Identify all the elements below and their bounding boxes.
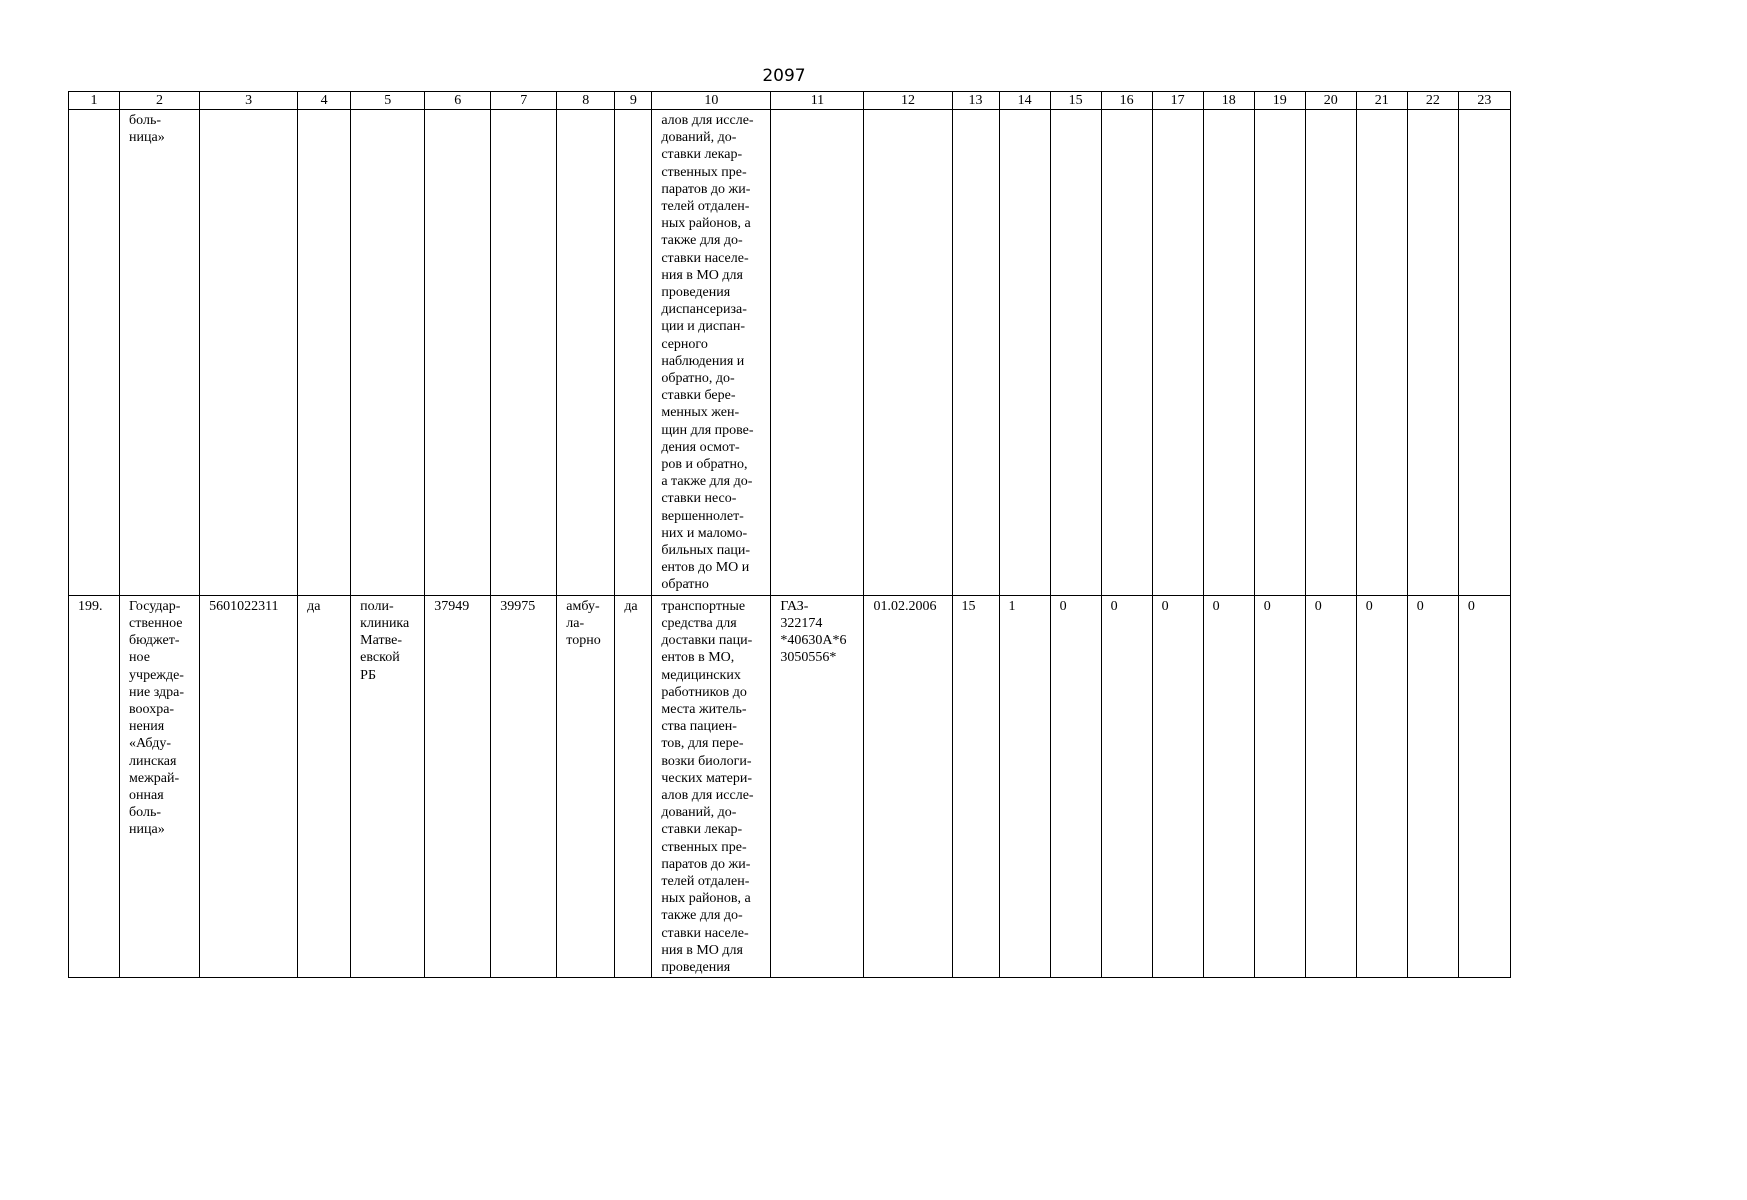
column-header: 11: [771, 92, 864, 110]
column-header: 5: [351, 92, 425, 110]
cell-col14: 1: [999, 595, 1050, 977]
cell-text-line: ров и обратно,: [661, 457, 748, 473]
cell-col17: [1152, 110, 1203, 596]
column-header: 16: [1101, 92, 1152, 110]
cell-text-line: межрай-: [129, 770, 180, 786]
cell-text-line: боль-: [129, 113, 162, 128]
cell-col23: 0: [1458, 595, 1510, 977]
cell-text-line: наблюдения и: [661, 353, 745, 369]
cell-col18: [1203, 110, 1254, 596]
cell-col15: [1050, 110, 1101, 596]
cell-col21: [1356, 110, 1407, 596]
cell-text-line: доставки паци-: [661, 633, 753, 649]
cell-col16: [1101, 110, 1152, 596]
register-table: [68, 91, 1511, 978]
cell-text-line: вершеннолет-: [661, 508, 744, 524]
column-header: 2: [120, 92, 200, 110]
cell-col14: [999, 110, 1050, 596]
cell-text-line: воохра-: [129, 701, 175, 717]
cell-text-line: нения: [129, 719, 165, 735]
column-header: 17: [1152, 92, 1203, 110]
cell-text-line: 3050556*: [780, 650, 837, 666]
cell-col13: 15: [952, 595, 999, 977]
cell-number: [69, 110, 120, 596]
cell-text-line: торно: [566, 633, 601, 649]
cell-col4: да: [298, 595, 351, 977]
cell-text-line: обратно: [661, 577, 709, 593]
page-number: 2097: [762, 66, 806, 86]
cell-text-line: транспортные: [661, 598, 746, 614]
cell-col13: [952, 110, 999, 596]
table-row: [69, 110, 1511, 596]
cell-text-line: амбу-: [566, 598, 600, 614]
cell-text-line: паратов до жи-: [661, 856, 751, 872]
cell-text-line: щин для прове-: [661, 422, 754, 438]
cell-text-line: ставки несо-: [661, 491, 737, 507]
cell-text-line: ния в МО для: [661, 942, 743, 958]
cell-text-line: ла-: [566, 615, 585, 631]
cell-text-line: дения осмот-: [661, 439, 740, 455]
cell-text-line: Государ-: [129, 598, 181, 614]
cell-text-line: ния в МО для: [661, 267, 743, 283]
cell-text-line: ческих матери-: [661, 770, 753, 786]
cell-text-line: ственное: [129, 615, 183, 631]
cell-subdivision: [351, 110, 425, 596]
column-header: 4: [298, 92, 351, 110]
cell-text-line: ставки лекар-: [661, 147, 743, 163]
cell-text-line: ства пациен-: [661, 719, 737, 735]
cell-text-line: бюджет-: [129, 633, 180, 649]
cell-text-line: проведения: [661, 959, 731, 975]
cell-purpose: [652, 595, 771, 977]
cell-subdivision: [351, 595, 425, 977]
cell-text-line: алов для иссле-: [661, 787, 754, 803]
cell-care-type: [557, 110, 615, 596]
cell-text-line: медицинских: [661, 667, 741, 683]
column-header: 7: [491, 92, 557, 110]
cell-text-line: алов для иссле-: [661, 113, 754, 128]
cell-col7: 39975: [491, 595, 557, 977]
cell-text-line: поли-: [360, 598, 394, 614]
column-header: 23: [1458, 92, 1510, 110]
cell-col7: [491, 110, 557, 596]
cell-text-line: Матве-: [360, 633, 402, 649]
cell-col17: 0: [1152, 595, 1203, 977]
cell-text-line: серного: [661, 336, 708, 352]
cell-text-line: ных районов, а: [661, 216, 751, 232]
column-header: 8: [557, 92, 615, 110]
cell-text-line: менных жен-: [661, 405, 740, 421]
cell-text-line: ное: [129, 650, 150, 666]
cell-text-line: проведения: [661, 285, 731, 301]
cell-text-line: клиника: [360, 615, 410, 631]
column-header: 13: [952, 92, 999, 110]
cell-text-line: *40630А*6: [780, 633, 847, 649]
cell-col6: [425, 110, 491, 596]
cell-text-line: обратно, до-: [661, 371, 735, 387]
cell-text-line: работников до: [661, 684, 747, 700]
cell-text-line: ентов до МО и: [661, 560, 750, 576]
cell-col4: [298, 110, 351, 596]
cell-text-line: них и маломо-: [661, 525, 748, 541]
column-header: 19: [1254, 92, 1305, 110]
cell-text-line: ственных пре-: [661, 839, 747, 855]
cell-text-line: дований, до-: [661, 130, 737, 146]
cell-text-line: ных районов, а: [661, 891, 751, 907]
cell-inn: 5601022311: [200, 595, 298, 977]
cell-text-line: боль-: [129, 805, 162, 821]
cell-col9: [615, 110, 652, 596]
column-number-row: [69, 92, 1511, 110]
column-header: 20: [1305, 92, 1356, 110]
cell-text-line: «Абду-: [129, 736, 171, 752]
cell-text-line: тов, для пере-: [661, 736, 744, 752]
column-header: 10: [652, 92, 771, 110]
cell-vehicle: [771, 595, 864, 977]
cell-text-line: также для до-: [661, 908, 743, 924]
column-header: 22: [1407, 92, 1458, 110]
cell-purpose: [652, 110, 771, 596]
cell-col22: 0: [1407, 595, 1458, 977]
cell-col16: 0: [1101, 595, 1152, 977]
cell-text-line: средства для: [661, 615, 737, 631]
cell-organization: [120, 595, 200, 977]
cell-col15: 0: [1050, 595, 1101, 977]
cell-col22: [1407, 110, 1458, 596]
cell-inn: [200, 110, 298, 596]
table-row: [69, 595, 1511, 977]
cell-text-line: паратов до жи-: [661, 181, 751, 197]
cell-text-line: ции и диспан-: [661, 319, 745, 335]
cell-text-line: а также для до-: [661, 474, 753, 490]
cell-text-line: места житель-: [661, 701, 747, 717]
cell-text-line: ставки населе-: [661, 250, 749, 266]
column-header: 18: [1203, 92, 1254, 110]
cell-text-line: 322174: [780, 615, 823, 631]
column-header: 12: [864, 92, 952, 110]
cell-text-line: ница»: [129, 130, 165, 146]
cell-col18: 0: [1203, 595, 1254, 977]
cell-text-line: онная: [129, 787, 164, 803]
column-header: 6: [425, 92, 491, 110]
cell-organization: [120, 110, 200, 596]
cell-text-line: ГАЗ-: [780, 598, 809, 614]
cell-col23: [1458, 110, 1510, 596]
column-header: 9: [615, 92, 652, 110]
cell-col20: [1305, 110, 1356, 596]
cell-text-line: ние здра-: [129, 684, 185, 700]
cell-vehicle: [771, 110, 864, 596]
cell-text-line: диспансериза-: [661, 302, 747, 318]
cell-text-line: учрежде-: [129, 667, 184, 683]
cell-col19: 0: [1254, 595, 1305, 977]
cell-text-line: телей отдален-: [661, 873, 750, 889]
column-header: 15: [1050, 92, 1101, 110]
cell-col6: 37949: [425, 595, 491, 977]
cell-col20: 0: [1305, 595, 1356, 977]
cell-text-line: ентов в МО,: [661, 650, 735, 666]
cell-col21: 0: [1356, 595, 1407, 977]
cell-col19: [1254, 110, 1305, 596]
cell-text-line: ница»: [129, 822, 165, 838]
cell-number: 199.: [69, 595, 120, 977]
cell-text-line: линская: [129, 753, 177, 769]
cell-text-line: евской: [360, 650, 400, 666]
cell-text-line: бильных паци-: [661, 543, 751, 559]
cell-date: [864, 110, 952, 596]
cell-date: 01.02.2006: [864, 595, 952, 977]
cell-text-line: возки биологи-: [661, 753, 752, 769]
cell-text-line: ставки населе-: [661, 925, 749, 941]
cell-text-line: ственных пре-: [661, 164, 747, 180]
column-header: 1: [69, 92, 120, 110]
cell-text-line: РБ: [360, 667, 376, 683]
cell-care-type: [557, 595, 615, 977]
column-header: 3: [200, 92, 298, 110]
cell-col9: да: [615, 595, 652, 977]
column-header: 21: [1356, 92, 1407, 110]
cell-text-line: телей отдален-: [661, 199, 750, 215]
cell-text-line: также для до-: [661, 233, 743, 249]
cell-text-line: ставки лекар-: [661, 822, 743, 838]
cell-text-line: ставки бере-: [661, 388, 736, 404]
column-header: 14: [999, 92, 1050, 110]
cell-text-line: дований, до-: [661, 805, 737, 821]
